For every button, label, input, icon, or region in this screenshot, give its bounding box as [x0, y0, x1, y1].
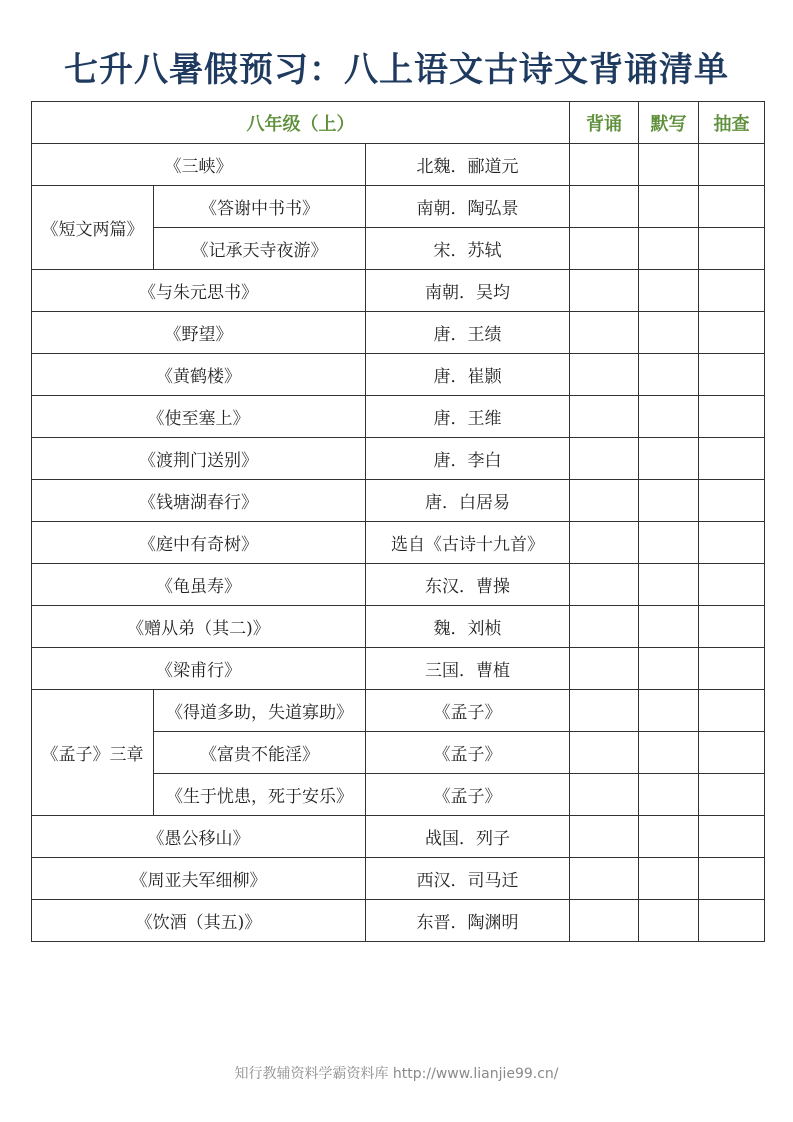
- spot-check-cell[interactable]: [699, 606, 765, 648]
- spot-check-cell[interactable]: [699, 144, 765, 186]
- table-row: [32, 606, 765, 648]
- poem-title: 《富贵不能淫》: [154, 732, 366, 774]
- poem-group-title: 《孟子》三章: [32, 690, 154, 816]
- spot-check-cell[interactable]: [699, 312, 765, 354]
- poem-title: 《与朱元思书》: [32, 270, 366, 312]
- table-row: [32, 396, 765, 438]
- recite-check-cell[interactable]: [570, 858, 639, 900]
- dictate-check-cell[interactable]: [639, 900, 699, 942]
- dictate-check-cell[interactable]: [639, 774, 699, 816]
- dictate-column-header: 默写: [639, 102, 699, 144]
- dictate-check-cell[interactable]: [639, 858, 699, 900]
- dictate-check-cell[interactable]: [639, 144, 699, 186]
- dictate-check-cell[interactable]: [639, 564, 699, 606]
- poem-author: 南朝．陶弘景: [366, 186, 570, 228]
- recite-check-cell[interactable]: [570, 354, 639, 396]
- recite-check-cell[interactable]: [570, 732, 639, 774]
- table-row: [32, 438, 765, 480]
- poem-title: 《周亚夫军细柳》: [32, 858, 366, 900]
- recite-check-cell[interactable]: [570, 144, 639, 186]
- poem-group-title: 《短文两篇》: [32, 186, 154, 270]
- poem-title: 《钱塘湖春行》: [32, 480, 366, 522]
- dictate-check-cell[interactable]: [639, 816, 699, 858]
- poem-title: 《赠从弟（其二)》: [32, 606, 366, 648]
- table-row: [32, 186, 765, 228]
- table-row: [32, 144, 765, 186]
- dictate-check-cell[interactable]: [639, 186, 699, 228]
- dictate-check-cell[interactable]: [639, 606, 699, 648]
- table-row: [32, 564, 765, 606]
- dictate-check-cell[interactable]: [639, 732, 699, 774]
- poem-author: 《孟子》: [366, 732, 570, 774]
- spot-check-cell[interactable]: [699, 228, 765, 270]
- poem-author: 南朝．吴均: [366, 270, 570, 312]
- poem-author: 唐．白居易: [366, 480, 570, 522]
- recite-check-cell[interactable]: [570, 438, 639, 480]
- poem-title: 《野望》: [32, 312, 366, 354]
- spot-check-cell[interactable]: [699, 522, 765, 564]
- spot-check-cell[interactable]: [699, 858, 765, 900]
- poem-title: 《渡荆门送别》: [32, 438, 366, 480]
- table-row: [32, 690, 765, 732]
- spot-check-cell[interactable]: [699, 816, 765, 858]
- poem-author: 唐．李白: [366, 438, 570, 480]
- poem-author: 东晋．陶渊明: [366, 900, 570, 942]
- table-header-row: [32, 102, 765, 144]
- recite-check-cell[interactable]: [570, 396, 639, 438]
- dictate-check-cell[interactable]: [639, 648, 699, 690]
- table-row: [32, 648, 765, 690]
- footer-watermark: 知行教辅资料学霸资料库 http://www.lianjie99.cn/: [234, 1066, 559, 1082]
- poem-author: 选自《古诗十九首》: [366, 522, 570, 564]
- spot-check-cell[interactable]: [699, 732, 765, 774]
- spot-check-cell[interactable]: [699, 564, 765, 606]
- table-row: [32, 354, 765, 396]
- poem-author: 唐．王绩: [366, 312, 570, 354]
- table-row: [32, 522, 765, 564]
- recite-check-cell[interactable]: [570, 816, 639, 858]
- dictate-check-cell[interactable]: [639, 312, 699, 354]
- poem-title: 《三峡》: [32, 144, 366, 186]
- poem-author: 魏．刘桢: [366, 606, 570, 648]
- poem-author: 宋．苏轼: [366, 228, 570, 270]
- spot-check-cell[interactable]: [699, 354, 765, 396]
- poem-author: 唐．崔颢: [366, 354, 570, 396]
- poem-author: 西汉．司马迁: [366, 858, 570, 900]
- poem-title: 《庭中有奇树》: [32, 522, 366, 564]
- table-row: [32, 816, 765, 858]
- spot-check-cell[interactable]: [699, 900, 765, 942]
- poem-author: 唐．王维: [366, 396, 570, 438]
- spot-check-cell[interactable]: [699, 774, 765, 816]
- recite-check-cell[interactable]: [570, 900, 639, 942]
- dictate-check-cell[interactable]: [639, 690, 699, 732]
- dictate-check-cell[interactable]: [639, 480, 699, 522]
- poem-title: 《答谢中书书》: [154, 186, 366, 228]
- poem-title: 《黄鹤楼》: [32, 354, 366, 396]
- recite-check-cell[interactable]: [570, 564, 639, 606]
- poem-title: 《生于忧患，死于安乐》: [154, 774, 366, 816]
- poem-title: 《龟虽寿》: [32, 564, 366, 606]
- table-row: [32, 858, 765, 900]
- poem-title: 《愚公移山》: [32, 816, 366, 858]
- spot-check-cell[interactable]: [699, 438, 765, 480]
- spot-check-cell[interactable]: [699, 270, 765, 312]
- recite-check-cell[interactable]: [570, 186, 639, 228]
- poem-title: 《饮酒（其五)》: [32, 900, 366, 942]
- page-title: 七升八暑假预习：八上语文古诗文背诵清单: [64, 50, 729, 90]
- check-column-header: 抽查: [699, 102, 765, 144]
- recite-check-cell[interactable]: [570, 606, 639, 648]
- recitation-checklist-table: [31, 101, 765, 942]
- recite-column-header: 背诵: [570, 102, 639, 144]
- poem-title: 《使至塞上》: [32, 396, 366, 438]
- recite-check-cell[interactable]: [570, 312, 639, 354]
- dictate-check-cell[interactable]: [639, 354, 699, 396]
- dictate-check-cell[interactable]: [639, 270, 699, 312]
- recite-check-cell[interactable]: [570, 480, 639, 522]
- recite-check-cell[interactable]: [570, 690, 639, 732]
- dictate-check-cell[interactable]: [639, 396, 699, 438]
- recite-check-cell[interactable]: [570, 648, 639, 690]
- dictate-check-cell[interactable]: [639, 228, 699, 270]
- grade-header: 八年级（上）: [32, 102, 570, 144]
- poem-title: 《记承天寺夜游》: [154, 228, 366, 270]
- spot-check-cell[interactable]: [699, 648, 765, 690]
- poem-author: 东汉．曹操: [366, 564, 570, 606]
- spot-check-cell[interactable]: [699, 690, 765, 732]
- spot-check-cell[interactable]: [699, 480, 765, 522]
- poem-author: 《孟子》: [366, 774, 570, 816]
- poem-author: 北魏．郦道元: [366, 144, 570, 186]
- dictate-check-cell[interactable]: [639, 522, 699, 564]
- poem-title: 《梁甫行》: [32, 648, 366, 690]
- table-row: [32, 312, 765, 354]
- poem-title: 《得道多助，失道寡助》: [154, 690, 366, 732]
- spot-check-cell[interactable]: [699, 396, 765, 438]
- poem-author: 三国．曹植: [366, 648, 570, 690]
- table-row: [32, 270, 765, 312]
- table-row: [32, 480, 765, 522]
- recite-check-cell[interactable]: [570, 270, 639, 312]
- recite-check-cell[interactable]: [570, 228, 639, 270]
- spot-check-cell[interactable]: [699, 186, 765, 228]
- poem-author: 《孟子》: [366, 690, 570, 732]
- table-row: [32, 900, 765, 942]
- dictate-check-cell[interactable]: [639, 438, 699, 480]
- recite-check-cell[interactable]: [570, 522, 639, 564]
- recite-check-cell[interactable]: [570, 774, 639, 816]
- poem-author: 战国．列子: [366, 816, 570, 858]
